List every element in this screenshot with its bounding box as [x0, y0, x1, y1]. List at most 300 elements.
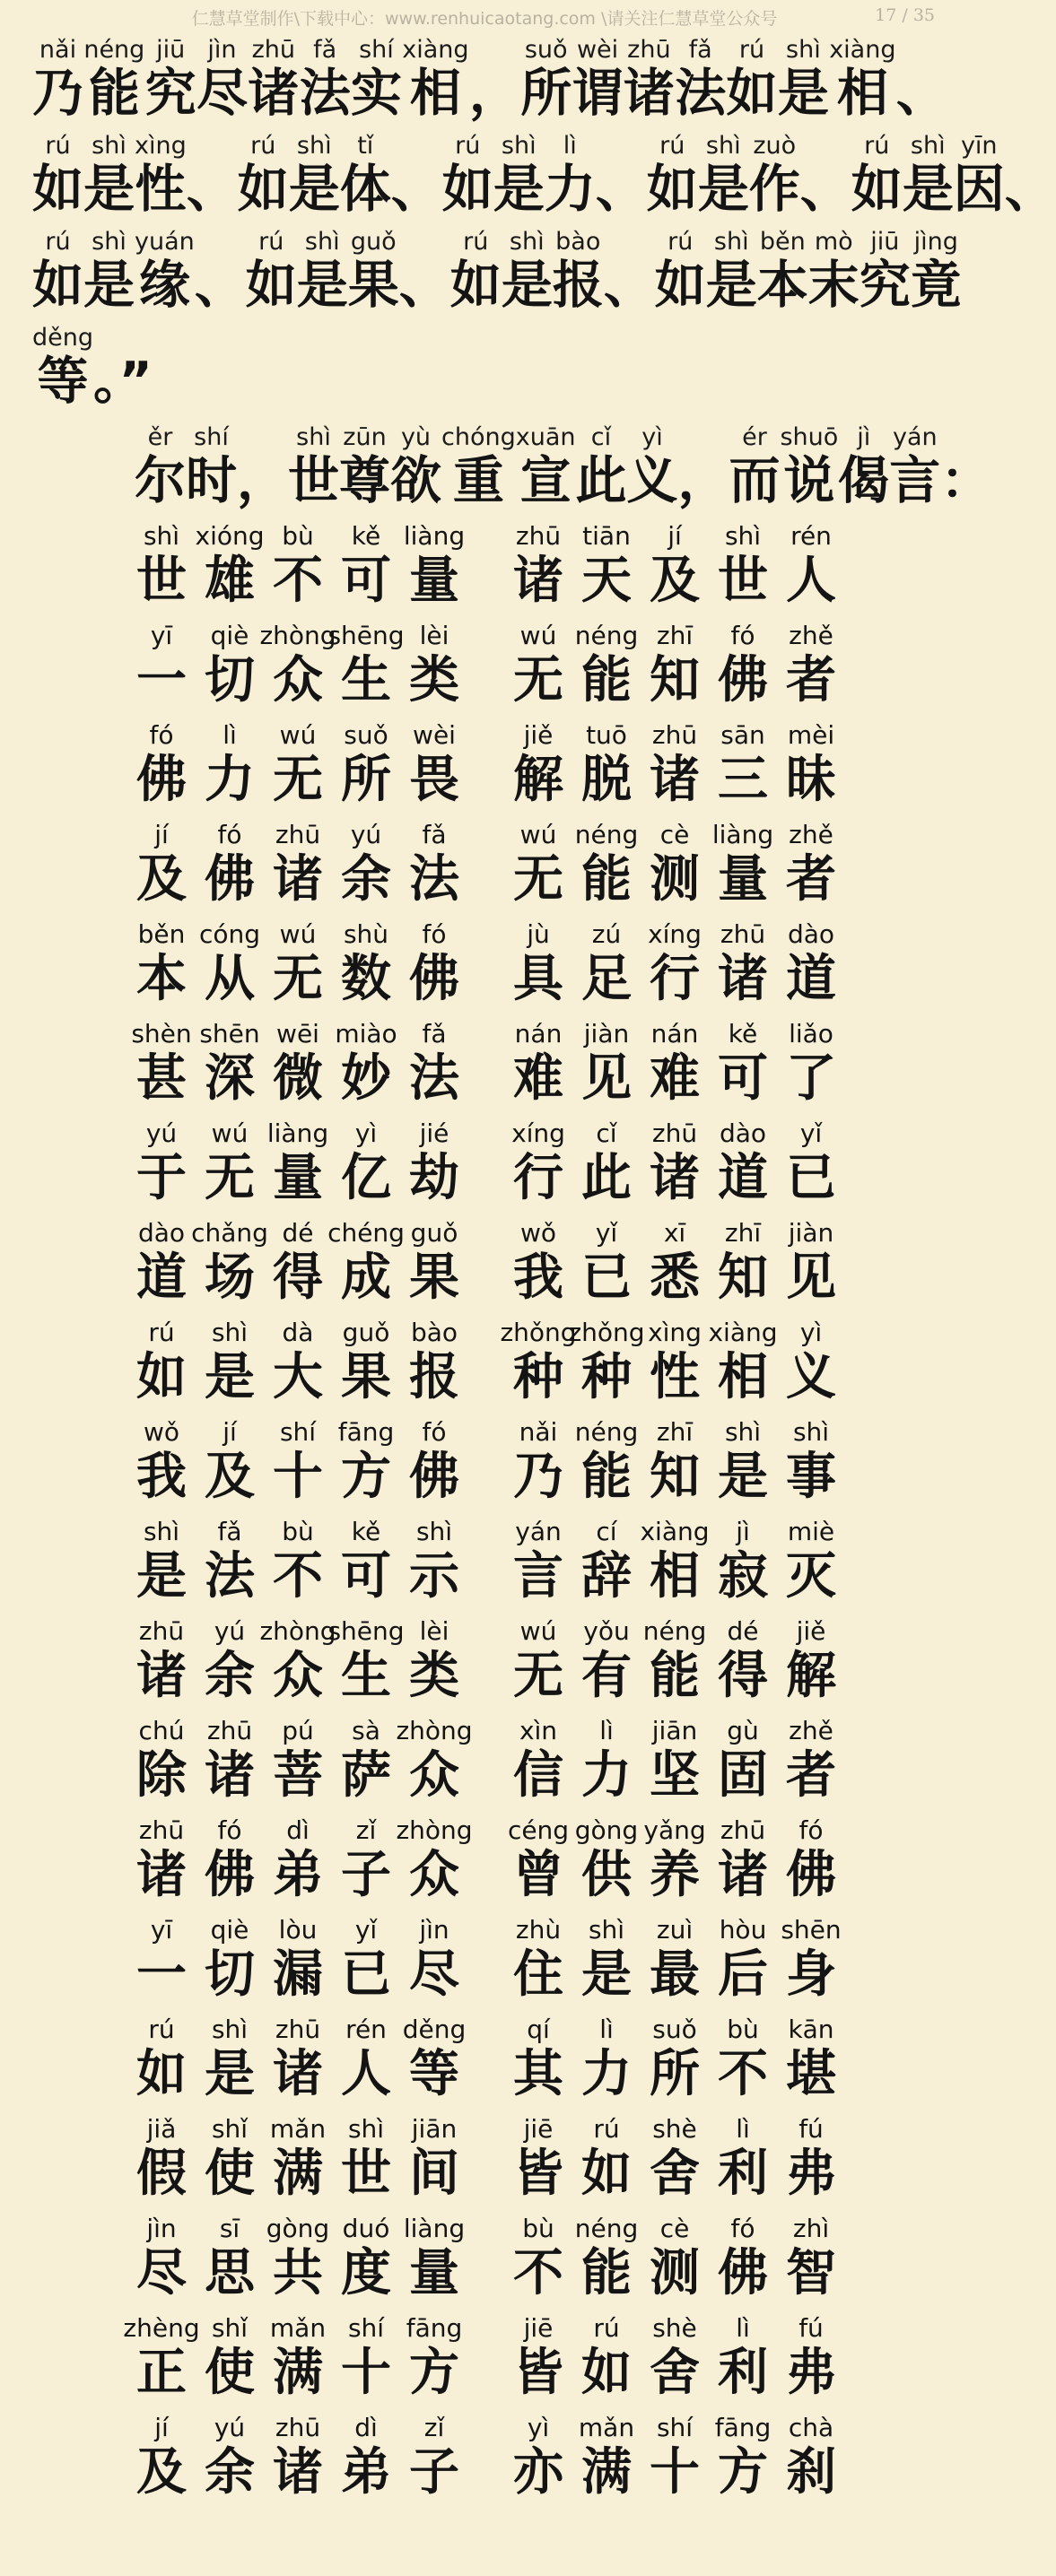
pinyin: lì — [736, 2114, 750, 2144]
hanzi: 尽 — [409, 1945, 459, 2004]
ruby-char — [714, 2115, 772, 2205]
ruby-char — [646, 1418, 703, 1508]
verse-right — [510, 2314, 851, 2404]
ruby-char — [510, 2215, 567, 2304]
hanzi: 养 — [650, 1846, 700, 1904]
ruby-char — [337, 2215, 395, 2304]
pinyin: shǐ — [211, 2313, 249, 2343]
verse-right — [510, 622, 851, 711]
pinyin: jí — [154, 2413, 169, 2442]
ruby-char — [337, 2115, 395, 2205]
ruby-char — [578, 2414, 635, 2503]
pinyin: zhū — [720, 919, 766, 949]
hanzi: 见 — [581, 1049, 632, 1108]
ruby-char — [626, 424, 677, 510]
ruby-char — [510, 821, 567, 910]
verse-left — [133, 2115, 474, 2205]
hanzi: 事 — [786, 1448, 836, 1506]
ruby-char — [269, 2314, 327, 2404]
pinyin: cǐ — [596, 1118, 617, 1148]
pinyin: fǎ — [313, 36, 337, 64]
verse-row — [133, 2015, 922, 2115]
pinyin: shì — [792, 1417, 830, 1447]
hanzi: 间 — [409, 2145, 459, 2203]
ruby-char — [574, 621, 639, 711]
pinyin: cǐ — [590, 423, 612, 451]
ruby-char — [201, 2414, 258, 2503]
hanzi: 深 — [205, 1049, 255, 1108]
ruby-char — [133, 622, 190, 711]
verse-left — [133, 1020, 474, 1110]
hanzi: 一 — [136, 1945, 187, 2004]
ruby-char — [782, 2314, 840, 2404]
pinyin: zhī — [656, 621, 694, 650]
verse-row — [133, 1617, 922, 1717]
hanzi: 是 — [296, 256, 348, 315]
verse-row — [133, 522, 922, 622]
pinyin: shēn — [781, 1915, 842, 1945]
verse-row — [133, 2414, 922, 2513]
ruby-char — [32, 325, 93, 411]
hanzi: 是 — [205, 1348, 255, 1406]
verse-row — [133, 2215, 922, 2314]
ruby-char — [646, 2015, 703, 2105]
hanzi: 此 — [581, 1149, 632, 1207]
ruby-char — [337, 1916, 395, 2006]
ruby-char — [646, 2314, 703, 2404]
hanzi: 已 — [786, 1149, 836, 1207]
pinyin: zhū — [275, 2413, 321, 2442]
pinyin: zǐ — [355, 1815, 377, 1845]
hanzi: 知 — [650, 651, 700, 709]
pinyin: shì — [304, 228, 340, 256]
hanzi: ， — [677, 451, 729, 510]
verse-row — [133, 1119, 922, 1219]
verse-left — [133, 522, 474, 612]
hanzi: 果 — [341, 1348, 391, 1406]
ruby-char — [288, 424, 339, 510]
hanzi: 十 — [650, 2443, 700, 2502]
pinyin: cè — [659, 2214, 690, 2243]
ruby-char — [191, 1218, 268, 1309]
hanzi: 曾 — [513, 1846, 563, 1904]
pinyin: jí — [154, 820, 169, 849]
hanzi: 、 — [398, 256, 450, 315]
hanzi: 竟 — [910, 256, 962, 315]
hanzi: 力 — [205, 751, 255, 809]
hanzi: 诸 — [650, 751, 700, 809]
hanzi: 是 — [493, 160, 545, 219]
pinyin: shì — [211, 2015, 249, 2044]
ruby-char — [406, 1418, 463, 1508]
ruby-char — [201, 1617, 258, 1707]
pinyin: bù — [282, 521, 314, 551]
hanzi: 天 — [581, 552, 632, 610]
verse-row — [133, 1518, 922, 1617]
pinyin: zhū — [138, 1616, 185, 1646]
ruby-char — [578, 1717, 635, 1806]
ruby-char — [406, 1617, 463, 1707]
pinyin: fó — [799, 1815, 824, 1845]
hanzi: 解 — [513, 751, 563, 809]
pinyin: fāng — [714, 2413, 772, 2442]
ruby-char — [201, 2015, 258, 2105]
pinyin: xiàng — [640, 1517, 710, 1546]
pinyin: qiè — [210, 621, 249, 650]
pinyin: bào — [410, 1318, 458, 1347]
ruby-char — [851, 133, 903, 219]
ruby-char — [406, 2414, 463, 2503]
hanzi: 我 — [513, 1249, 563, 1307]
verse-left — [133, 1219, 474, 1309]
ruby-char — [269, 2414, 327, 2503]
ruby-char — [337, 1717, 395, 1806]
ruby-char — [406, 2115, 463, 2205]
hanzi: ， — [237, 451, 288, 510]
hanzi: 、 — [186, 160, 238, 219]
hanzi: 性 — [650, 1348, 700, 1406]
hanzi: 诸 — [273, 2443, 323, 2502]
ruby-char — [714, 2015, 772, 2105]
ruby-char — [647, 133, 698, 219]
hanzi: 诸 — [513, 552, 563, 610]
pinyin: zhǒng — [568, 1318, 645, 1347]
pinyin: rú — [250, 132, 276, 160]
pinyin: shì — [910, 132, 946, 160]
pinyin: yī — [150, 621, 173, 650]
ruby-char — [860, 229, 911, 315]
pinyin: fó — [730, 2214, 755, 2243]
hanzi: 时 — [186, 451, 237, 510]
hanzi: 诸 — [718, 950, 768, 1008]
ruby-char — [838, 424, 889, 510]
hanzi: 相 — [836, 64, 888, 123]
pinyin: xī — [663, 1218, 686, 1248]
pinyin: dà — [282, 1318, 314, 1347]
pinyin: mǎn — [269, 2313, 327, 2343]
ruby-char — [578, 1617, 635, 1707]
hanzi: 所 — [650, 2045, 700, 2103]
pinyin: dào — [787, 919, 835, 949]
ruby-char — [450, 229, 502, 315]
verse-row — [123, 2313, 922, 2414]
pinyin: zhū — [627, 36, 671, 64]
ruby-char — [714, 2314, 772, 2404]
hanzi: 欲 — [390, 451, 441, 510]
verse-left — [133, 821, 474, 910]
pinyin: jìng — [913, 228, 958, 256]
ruby-char — [911, 229, 962, 315]
hanzi: 本 — [136, 950, 187, 1008]
ruby-char — [714, 2414, 772, 2503]
pinyin: rén — [345, 2015, 387, 2044]
ruby-char — [337, 1020, 395, 1110]
ruby-char — [269, 1219, 327, 1309]
pinyin: liàng — [403, 2214, 466, 2243]
hanzi: 及 — [205, 1448, 255, 1506]
pinyin: jiě — [523, 720, 554, 750]
hanzi: 佛 — [205, 850, 255, 909]
pinyin: yī — [150, 1915, 173, 1945]
hanzi: 方 — [409, 2344, 459, 2402]
pinyin: běn — [759, 228, 806, 256]
verse-row — [133, 2115, 922, 2215]
page-number: 17 / 35 — [875, 5, 935, 25]
ruby-char — [642, 1616, 707, 1707]
ruby-char — [578, 1518, 635, 1607]
verse-right — [510, 1617, 851, 1707]
ruby-char — [133, 920, 190, 1010]
hanzi: 众 — [409, 1846, 459, 1904]
hanzi: 诸 — [248, 64, 300, 123]
hanzi: 力 — [581, 2045, 632, 2103]
intro-line — [135, 414, 992, 510]
ruby-char — [578, 2314, 635, 2404]
pinyin: duó — [342, 2214, 390, 2243]
ruby-char — [248, 37, 299, 123]
hanzi: 种 — [513, 1348, 563, 1406]
ruby-char — [201, 2215, 258, 2304]
hanzi: 无 — [513, 651, 563, 709]
ruby-char — [578, 1020, 635, 1110]
ruby-char — [646, 2414, 703, 2503]
verse-row — [133, 1717, 922, 1816]
hanzi: 了 — [786, 1049, 836, 1108]
pinyin: shì — [211, 1318, 249, 1347]
hanzi: 世 — [136, 552, 187, 610]
hanzi: 类 — [409, 1647, 459, 1705]
hanzi: 相 — [718, 1348, 768, 1406]
hanzi: 本 — [756, 256, 808, 315]
ruby-char — [578, 721, 635, 811]
pinyin: shì — [724, 1417, 762, 1447]
hanzi: 是 — [705, 256, 757, 315]
ruby-char — [269, 1518, 327, 1607]
ruby-char — [578, 1916, 635, 2006]
verse-row — [133, 920, 922, 1020]
hanzi: 诸 — [650, 1149, 700, 1207]
ruby-char — [133, 2215, 190, 2304]
pinyin: jiǎ — [146, 2114, 177, 2144]
verse-row — [133, 1418, 922, 1518]
pinyin: yì — [799, 1318, 823, 1347]
hanzi: 切 — [205, 1945, 255, 2004]
hanzi: 于 — [136, 1149, 187, 1207]
pinyin: fó — [422, 919, 447, 949]
pinyin: qí — [527, 2015, 550, 2044]
ruby-char — [201, 1816, 258, 1906]
verse-row — [133, 821, 922, 920]
pinyin: rú — [148, 1318, 175, 1347]
verse-right — [500, 1318, 851, 1408]
pinyin: shì — [588, 1915, 625, 1945]
hanzi: 满 — [581, 2443, 632, 2502]
hanzi: 是 — [718, 1448, 768, 1506]
ruby-char — [640, 1517, 710, 1607]
ruby-char — [575, 424, 626, 510]
hanzi: 相 — [650, 1547, 700, 1606]
ruby-char — [510, 920, 567, 1010]
pinyin: nán — [514, 1019, 563, 1049]
ruby-char — [135, 229, 195, 315]
pinyin: shuō — [780, 423, 839, 451]
ruby-char — [337, 1318, 395, 1408]
hanzi: 如 — [136, 2045, 187, 2103]
ruby-char — [655, 229, 706, 315]
ruby-char — [201, 2314, 258, 2404]
pinyin: rú — [45, 228, 71, 256]
ruby-char — [327, 621, 405, 711]
hanzi: 如 — [581, 2145, 632, 2203]
punctuation — [800, 133, 851, 219]
ruby-char — [289, 133, 340, 219]
pinyin: wú — [279, 720, 317, 750]
pinyin: guǒ — [350, 228, 397, 256]
hanzi: 诸 — [623, 64, 675, 123]
hanzi: 如 — [237, 160, 289, 219]
ruby-char — [403, 521, 466, 612]
pinyin: zú — [591, 919, 622, 949]
hanzi: 谓 — [572, 64, 624, 123]
verse-intro — [135, 414, 1050, 510]
ruby-char — [327, 1218, 405, 1309]
pinyin: yì — [354, 1118, 378, 1148]
hanzi: 萨 — [341, 1746, 391, 1805]
hanzi: 者 — [786, 1746, 836, 1805]
hanzi: 道 — [718, 1149, 768, 1207]
hanzi: 畏 — [409, 751, 459, 809]
hanzi: 道 — [786, 950, 836, 1008]
pinyin: cóng — [198, 919, 261, 949]
pinyin: zhòng — [396, 1716, 473, 1745]
pinyin: mǎn — [269, 2114, 327, 2144]
ruby-char — [269, 2015, 327, 2105]
hanzi: 思 — [205, 2244, 255, 2302]
ruby-char — [402, 2015, 467, 2105]
ruby-char — [406, 1119, 463, 1209]
hanzi: 微 — [273, 1049, 323, 1108]
hanzi: 已 — [581, 1249, 632, 1307]
ruby-char — [297, 229, 348, 315]
verse-left — [133, 2015, 474, 2105]
hanzi: 见 — [786, 1249, 836, 1307]
hanzi: 所 — [341, 751, 391, 809]
ruby-char — [510, 522, 567, 612]
ruby-char — [337, 1816, 395, 1906]
pinyin: zhū — [138, 1815, 185, 1845]
hanzi: 量 — [409, 2244, 459, 2302]
ruby-char — [510, 2015, 567, 2105]
pinyin: shì — [143, 1517, 180, 1546]
verse-right — [510, 2414, 851, 2503]
ruby-char — [133, 821, 190, 910]
pinyin: nǎi — [519, 1417, 558, 1447]
ruby-char — [493, 133, 545, 219]
hanzi: 是 — [83, 160, 135, 219]
hanzi: 力 — [581, 1746, 632, 1805]
pinyin: chà — [788, 2413, 834, 2442]
ruby-char — [646, 920, 703, 1010]
hanzi: 、 — [390, 160, 442, 219]
pinyin: dì — [354, 2413, 378, 2442]
hanzi: 得 — [718, 1647, 768, 1705]
pinyin: guǒ — [410, 1218, 458, 1248]
ruby-char — [269, 522, 327, 612]
pinyin: wú — [519, 820, 557, 849]
hanzi: 是 — [83, 256, 135, 315]
ruby-char — [578, 2115, 635, 2205]
pinyin: suǒ — [524, 36, 568, 64]
hanzi: 难 — [650, 1049, 700, 1108]
hanzi: 究 — [144, 64, 196, 123]
pinyin: jiàn — [583, 1019, 630, 1049]
ruby-char — [646, 1318, 703, 1408]
ruby-char — [646, 1916, 703, 2006]
hanzi: 类 — [409, 651, 459, 709]
verse-right — [510, 2015, 851, 2105]
hanzi: 是 — [777, 64, 829, 123]
ruby-char — [646, 622, 703, 711]
hanzi: 人 — [786, 552, 836, 610]
ruby-char — [135, 133, 187, 219]
pinyin: xióng — [195, 521, 265, 551]
ruby-char — [757, 229, 808, 315]
ruby-char — [32, 229, 83, 315]
pinyin: gòng — [574, 1815, 639, 1845]
hanzi: 能 — [581, 1448, 632, 1506]
hanzi: 尔 — [135, 451, 186, 510]
ruby-char — [266, 1118, 329, 1209]
pinyin: lì — [223, 720, 237, 750]
ruby-char — [269, 721, 327, 811]
pinyin: yù — [400, 423, 432, 451]
hanzi: 众 — [409, 1746, 459, 1805]
pinyin: mǎn — [578, 2413, 635, 2442]
pinyin: zuò — [753, 132, 797, 160]
pinyin: lèi — [419, 1616, 449, 1646]
hanzi: 最 — [650, 1945, 700, 2004]
pinyin: jìn — [207, 36, 237, 64]
ruby-char — [32, 37, 83, 123]
ruby-char — [510, 2414, 567, 2503]
pinyin: yuán — [135, 228, 195, 256]
pinyin: wú — [211, 1118, 249, 1148]
hanzi: 诸 — [273, 850, 323, 909]
verse-left — [133, 1318, 474, 1408]
ruby-char — [510, 1518, 567, 1607]
hanzi: 舍 — [650, 2145, 700, 2203]
hanzi: 相 — [409, 64, 461, 123]
pinyin: liàng — [403, 521, 466, 551]
pinyin: zhǒng — [500, 1318, 577, 1347]
hanzi: 弟 — [273, 1846, 323, 1904]
hanzi: 雄 — [205, 552, 255, 610]
pinyin: jì — [857, 423, 871, 451]
pinyin: kān — [788, 2015, 834, 2044]
hanzi: 刹 — [786, 2443, 836, 2502]
pinyin: bù — [727, 2015, 759, 2044]
ruby-char — [269, 1020, 327, 1110]
ruby-char — [782, 1418, 840, 1508]
ruby-char — [201, 1020, 258, 1110]
hanzi: 供 — [581, 1846, 632, 1904]
ruby-char — [714, 2215, 772, 2304]
hanzi: 、 — [603, 256, 655, 315]
hanzi: 宣 — [519, 451, 572, 510]
ruby-char — [269, 920, 327, 1010]
ruby-char — [337, 2314, 395, 2404]
hanzi: 佛 — [718, 651, 768, 709]
